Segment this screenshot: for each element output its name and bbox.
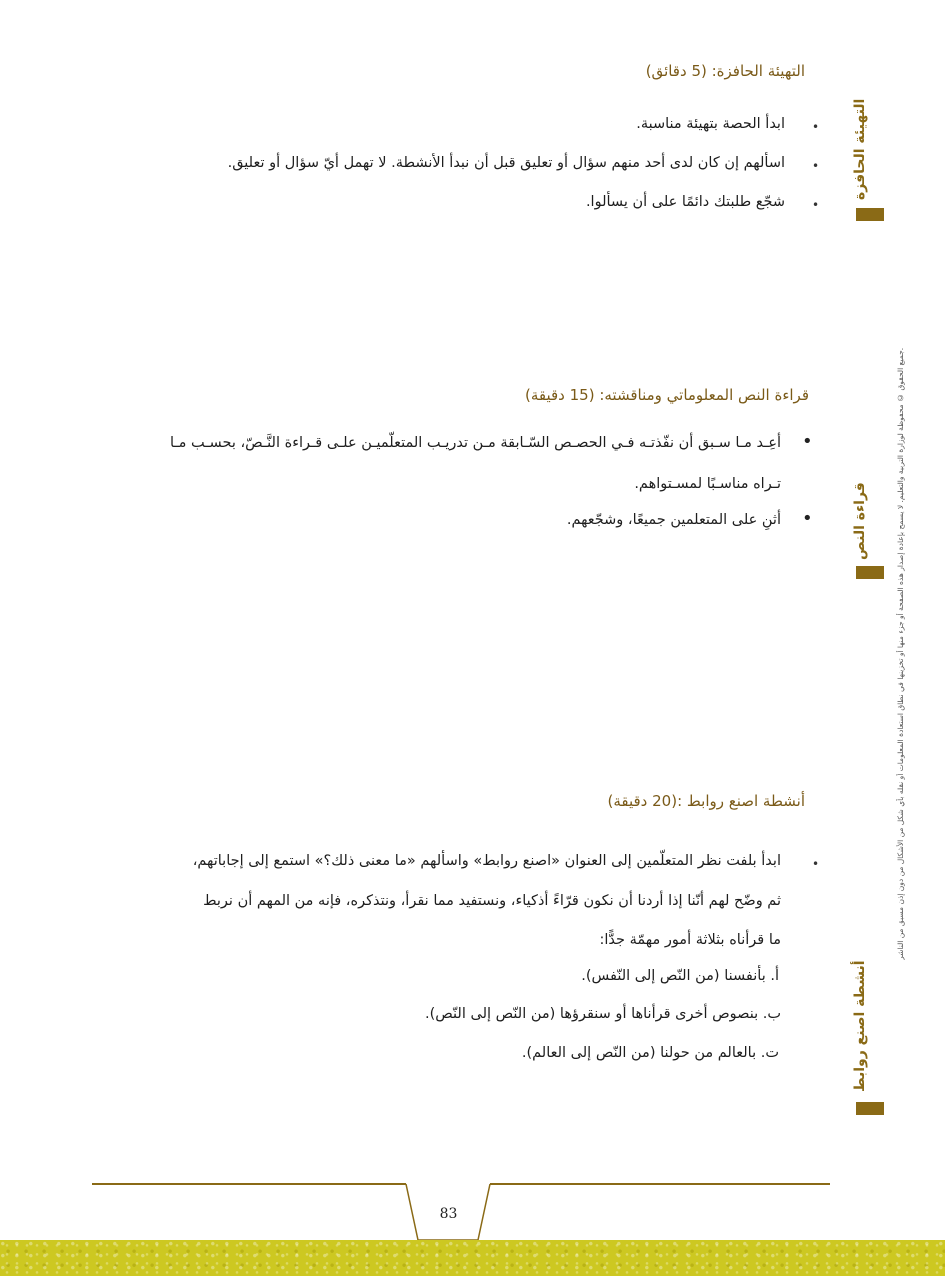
links-line-3: ما قرأناه بثلاثة أمور مهمّة جدًّا: xyxy=(599,932,781,948)
warmup-heading: التهيئة الحافزة: (5 دقائق) xyxy=(645,62,805,80)
side-marker xyxy=(856,1102,884,1115)
bullet-icon: • xyxy=(802,508,813,529)
warmup-item-2: اسألهم إن كان لدى أحد منهم سؤال أو تعليق قبل أن نبدأ الأنشطة. لا تهمل أيّ سؤال أو تعليق. xyxy=(227,155,785,171)
side-label-warmup: التهيئة الحافزة xyxy=(852,98,868,200)
bullet-icon: • xyxy=(812,120,820,134)
bullet-icon: • xyxy=(812,198,820,212)
reading-item-1-line-2: تـراه مناسـبًا لمسـتواهم. xyxy=(634,476,781,492)
reading-item-2: أثنِ على المتعلمين جميعًا، وشجّعهم. xyxy=(566,512,781,528)
copyright-notice: جميع الحقوق © محفوظة لوزارة التربية والتعليم. لا يسمح بإعادة إصدار هذه الصفحة أو جزء منها أو تخزينها في نطاق استعادة المعلومات أو نقله بأي شكل من الأشكال من دون إذن مسبق من الناشر. xyxy=(896,347,905,960)
warmup-item-1: ابدأ الحصة بتهيئة مناسبة. xyxy=(636,116,785,132)
links-line-2: ثم وضّح لهم أنّنا إذا أردنا أن نكون قرّاءً أذكياء، ونستفيد مما نقرأ، ونتذكره، فإنه من المهم أن نربط xyxy=(203,893,781,909)
footer-pattern-band xyxy=(0,1240,945,1276)
footer-line-right xyxy=(490,1183,830,1185)
links-sub-a: أ. بأنفسنا (من النّص إلى النّفس). xyxy=(581,968,779,984)
links-line-1: ابدأ بلفت نظر المتعلّمين إلى العنوان «اصنع روابط» واسألهم «ما معنى ذلك؟» استمع إلى إجاباتهم، xyxy=(192,853,781,869)
footer-line-left xyxy=(92,1183,406,1185)
side-marker xyxy=(856,208,884,221)
links-sub-b: ب. بنصوص أخرى قرأناها أو سنقرؤها (من النّص إلى النّص). xyxy=(425,1006,781,1022)
reading-heading: قراءة النص المعلوماتي ومناقشته: (15 دقيقة) xyxy=(524,386,809,404)
bullet-icon: • xyxy=(812,159,820,173)
bullet-icon: • xyxy=(802,431,813,452)
side-label-links: أنشطة اصنع روابط xyxy=(852,960,868,1092)
bullet-icon: • xyxy=(812,857,820,871)
reading-item-1-line-1: أعِـد مـا سـبق أن نفّذتـه فـي الحصـص السّـابقة مـن تدريـب المتعلّميـن علـى قـراءة النَّـصّ، بحسـب مـا xyxy=(170,435,781,451)
links-heading: أنشطة اصنع روابط :(20 دقيقة) xyxy=(607,792,805,810)
side-label-reading: قراءة النص xyxy=(852,482,868,560)
links-sub-c: ت. بالعالم من حولنا (من النّص إلى العالم). xyxy=(521,1045,779,1061)
page-number: 83 xyxy=(439,1206,458,1222)
side-marker xyxy=(856,566,884,579)
warmup-item-3: شجّع طلبتك دائمًا على أن يسألوا. xyxy=(585,194,785,210)
